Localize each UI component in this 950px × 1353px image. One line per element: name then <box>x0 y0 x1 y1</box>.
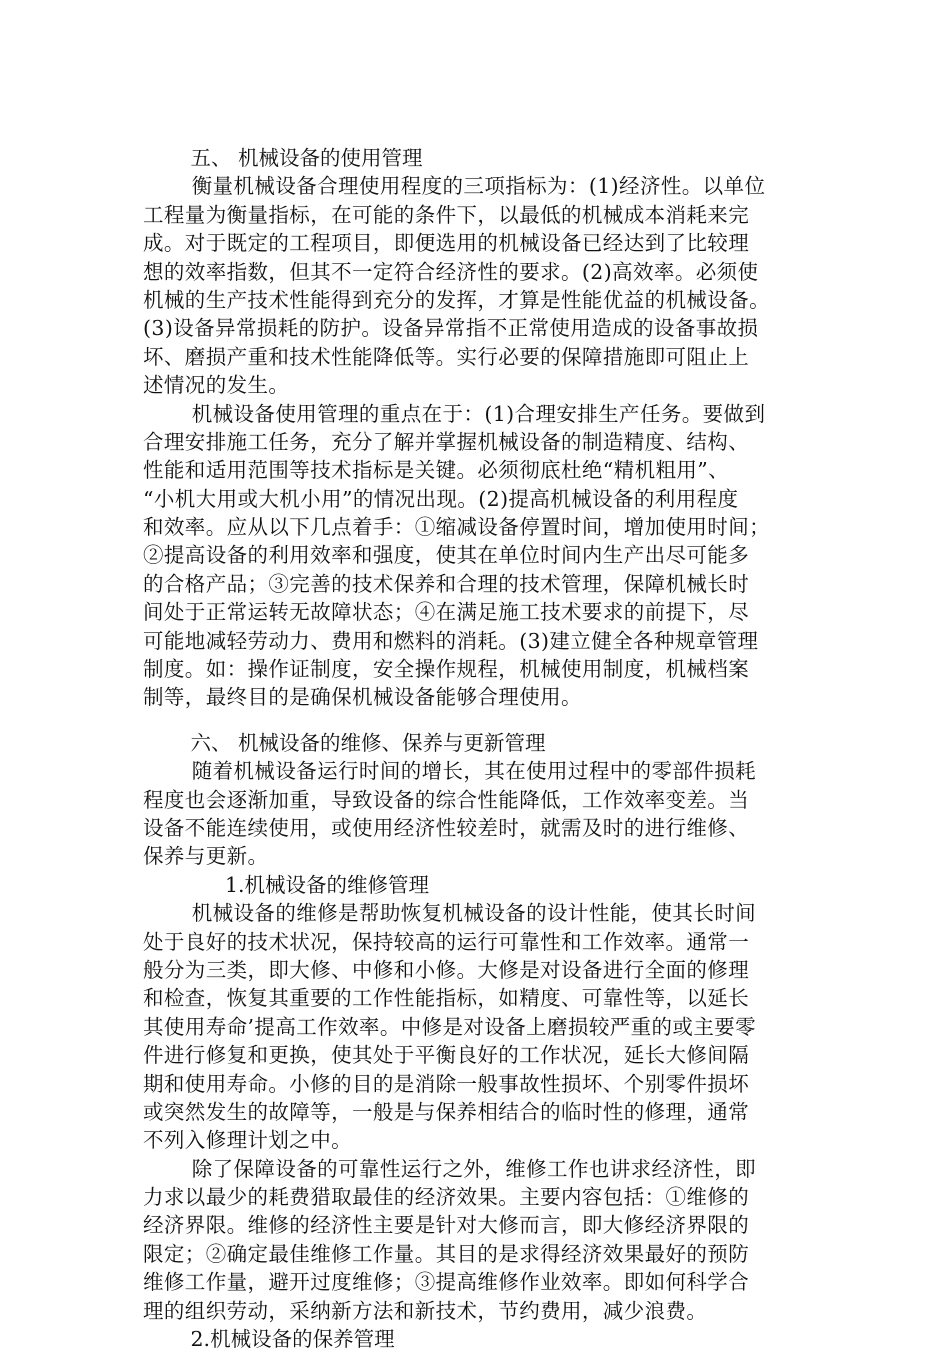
text-line: 机械的生产技术性能得到充分的发挥，才算是性能优益的机械设备。 <box>143 287 770 312</box>
text-line: 想的效率指数，但其不一定符合经济性的要求。(2)高效率。必须使 <box>143 259 759 284</box>
text-line: 制等，最终目的是确保机械设备能够合理使用。 <box>143 685 582 710</box>
text-line: 除了保障设备的可靠性运行之外，维修工作也讲求经济性，即 <box>143 1156 757 1181</box>
text-line: (3)设备异常损耗的防护。设备异常指不正常使用造成的设备事故损 <box>143 316 759 341</box>
text-line: 衡量机械设备合理使用程度的三项指标为：(1)经济性。以单位 <box>143 174 766 199</box>
text-line: 可能地减轻劳动力、费用和燃料的消耗。(3)建立健全各种规章管理 <box>143 628 759 653</box>
subsection-heading-1: 1.机械设备的维修管理 <box>143 872 430 897</box>
section-heading-5: 五、 机械设备的使用管理 <box>143 146 423 170</box>
text-line: 不列入修理计划之中。 <box>143 1128 352 1153</box>
text-line: 坏、磨损产重和技术性能降低等。实行必要的保障措施即可阻止上 <box>143 344 750 369</box>
text-line: 或突然发生的故障等，一般是与保养相结合的临时性的修理，通常 <box>143 1099 750 1124</box>
text-line: 力求以最少的耗费猎取最佳的经济效果。主要内容包括：①维修的 <box>143 1185 750 1210</box>
text-line: 理的组织劳动，采纳新方法和新技术，节约费用，减少浪费。 <box>143 1298 708 1323</box>
text-line: 维修工作量，避开过度维修；③提高维修作业效率。即如何科学合 <box>143 1270 750 1295</box>
paragraph-repair <box>143 899 809 1155</box>
text-line: 工程量为衡量指标，在可能的条件下，以最低的机械成本消耗来完 <box>143 202 750 227</box>
text-line: “小机大用或大机小用”的情况出现。(2)提高机械设备的利用程度 <box>143 486 739 511</box>
paragraph-indicators <box>143 172 809 399</box>
text-line: 机械设备的维修是帮助恢复机械设备的设计性能，使其长时间 <box>143 901 757 926</box>
text-line: 述情况的发生。 <box>143 373 290 398</box>
document-page <box>143 144 809 1353</box>
paragraph-repair-economy <box>143 1155 809 1325</box>
section-spacer <box>143 712 809 729</box>
text-line: 般分为三类，即大修、中修和小修。大修是对设备进行全面的修理 <box>143 957 750 982</box>
text-line: 限定；②确定最佳维修工作量。其目的是求得经济效果最好的预防 <box>143 1241 750 1266</box>
paragraph-maintenance-intro <box>143 757 809 871</box>
text-line: 经济界限。维修的经济性主要是针对大修而言，即大修经济界限的 <box>143 1213 750 1238</box>
text-line: 随着机械设备运行时间的增长，其在使用过程中的零部件损耗 <box>143 759 757 784</box>
text-line: 的合格产品；③完善的技术保养和合理的技术管理，保障机械长时 <box>143 571 750 596</box>
text-line: 处于良好的技术状况，保持较高的运行可靠性和工作效率。通常一 <box>143 929 750 954</box>
text-line: 间处于正常运转无故障状态；④在满足施工技术要求的前提下，尽 <box>143 600 750 625</box>
text-line: 成。对于既定的工程项目，即便选用的机械设备已经达到了比较理 <box>143 231 750 256</box>
text-line: 设备不能连续使用，或使用经济性较差时，就需及时的进行维修、 <box>143 815 750 840</box>
text-line: 保养与更新。 <box>143 844 269 869</box>
text-line: 合理安排施工任务，充分了解并掌握机械设备的制造精度、结构、 <box>143 429 750 454</box>
text-line: 其使用寿命’提高工作效率。中修是对设备上磨损较严重的或主要零 <box>143 1014 757 1039</box>
text-line: 件进行修复和更换，使其处于平衡良好的工作状况，延长大修间隔 <box>143 1043 750 1068</box>
text-line: 制度。如：操作证制度，安全操作规程，机械使用制度，机械档案 <box>143 657 750 682</box>
text-line: 性能和适用范围等技术指标是关键。必须彻底杜绝“精机粗用”、 <box>143 458 730 483</box>
text-line: ②提高设备的利用效率和强度，使其在单位时间内生产出尽可能多 <box>143 543 750 568</box>
text-line: 和效率。应从以下几点着手：①缩减设备停置时间，增加使用时间； <box>143 515 770 540</box>
section-heading-6: 六、 机械设备的维修、保养与更新管理 <box>143 730 546 755</box>
text-line: 期和使用寿命。小修的目的是消除一般事故性损坏、个别零件损坏 <box>143 1071 750 1096</box>
text-line: 程度也会逐渐加重，导致设备的综合性能降低，工作效率变差。当 <box>143 787 750 812</box>
text-line: 和检查，恢复其重要的工作性能指标，如精度、可靠性等，以延长 <box>143 986 750 1011</box>
subsection-heading-2: 2.机械设备的保养管理 <box>143 1327 395 1352</box>
paragraph-usage-focus <box>143 400 809 712</box>
text-line: 机械设备使用管理的重点在于：(1)合理安排生产任务。要做到 <box>143 401 766 426</box>
